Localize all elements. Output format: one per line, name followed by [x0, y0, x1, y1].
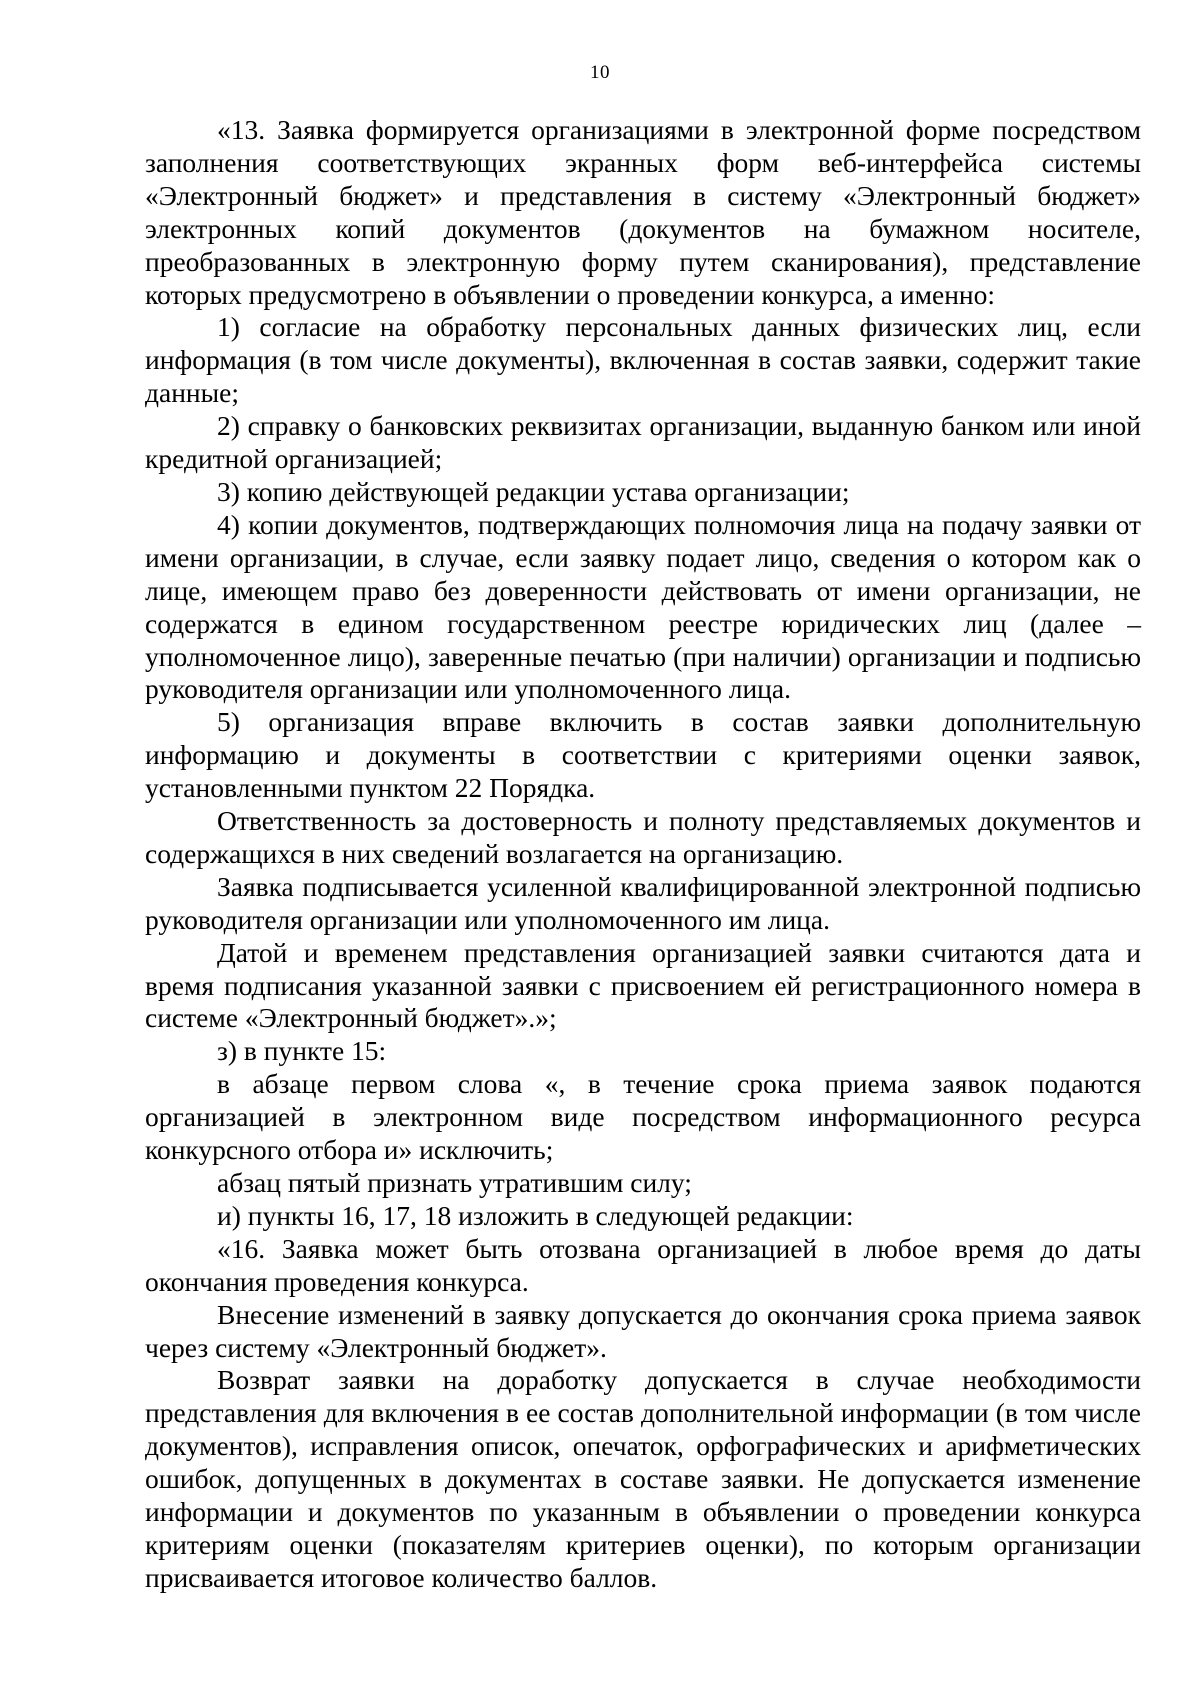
- paragraph-fifth-abzac: абзац пятый признать утратившим силу;: [217, 1167, 692, 1198]
- paragraph-subitem-3: 3) копию действующей редакции устава организации;: [217, 475, 850, 507]
- paragraph-responsibility: Ответственность за достоверность и полноту представляемых документов и содержащихся в них сведений возлагается на организацию.: [145, 805, 1141, 869]
- paragraph-item-16: «16. Заявка может быть отозвана организацией в любое время до даты окончания проведения конкурса.: [145, 1232, 1141, 1297]
- paragraph-subitem-4: 4) копии документов, подтверждающих полномочия лица на подачу заявки от имени организации, в случае, если заявку подает лицо, сведения о котором как о лице, имеющем право без доверенности действовать от имени организации, не содержатся в едином государственном реестре юридических лиц (далее – уполномоченное лицо), заверенные печатью (при наличии) организации и подписью руководителя организации или уполномоченного лица.: [145, 508, 1141, 705]
- paragraph-subitem-2: 2) справку о банковских реквизитах организации, выданную банком или иной кредитной организацией;: [145, 410, 1141, 475]
- page-number: 10: [590, 62, 610, 83]
- paragraph-amendment-i: и) пункты 16, 17, 18 изложить в следующей редакции:: [217, 1199, 854, 1231]
- paragraph-amendment-z: з) в пункте 15:: [217, 1035, 387, 1067]
- document-body: [145, 114, 1141, 1595]
- paragraph-item-13: «13. Заявка формируется организациями в электронной форме посредством заполнения соответствующих экранных форм веб-интерфейса системы «Электронный бюджет» и представления в систему «Электронный бюджет» электронных копий документов (документов на бумажном носителе, преобразованных в электронную форму путем сканирования), представление которых предусмотрено в объявлении о проведении конкурса, а именно:: [145, 114, 1141, 310]
- paragraph-first-abzac: в абзаце первом слова «, в течение срока приема заявок подаются организацией в электронном виде посредством информационного ресурса конкурсного отбора и» исключить;: [145, 1068, 1141, 1166]
- paragraph-changes: Внесение изменений в заявку допускается до окончания срока приема заявок через систему «Электронный бюджет».: [145, 1298, 1141, 1363]
- paragraph-subitem-5: 5) организация вправе включить в состав заявки дополнительную информацию и документы в соответствии с критериями оценки заявок, установленными пунктом 22 Порядка.: [145, 706, 1141, 804]
- paragraph-signature: Заявка подписывается усиленной квалифицированной электронной подписью руководителя организации или уполномоченного им лица.: [145, 870, 1141, 935]
- paragraph-return: Возврат заявки на доработку допускается в случае необходимости представления для включения в ее состав дополнительной информации (в том числе документов), исправления описок, опечаток, орфографических и арифметических ошибок, допущенных в документах в составе заявки. Не допускается изменение информации и документов по указанным в объявлении о проведении конкурса критериям оценки (показателям критериев оценки), по которым организации присваивается итоговое количество баллов.: [145, 1364, 1141, 1593]
- paragraph-subitem-1: 1) согласие на обработку персональных данных физических лиц, если информация (в том числе документы), включенная в состав заявки, содержит такие данные;: [145, 311, 1141, 409]
- paragraph-date-time: Датой и временем представления организацией заявки считаются дата и время подписания указанной заявки с присвоением ей регистрационного номера в системе «Электронный бюджет».»;: [145, 936, 1141, 1034]
